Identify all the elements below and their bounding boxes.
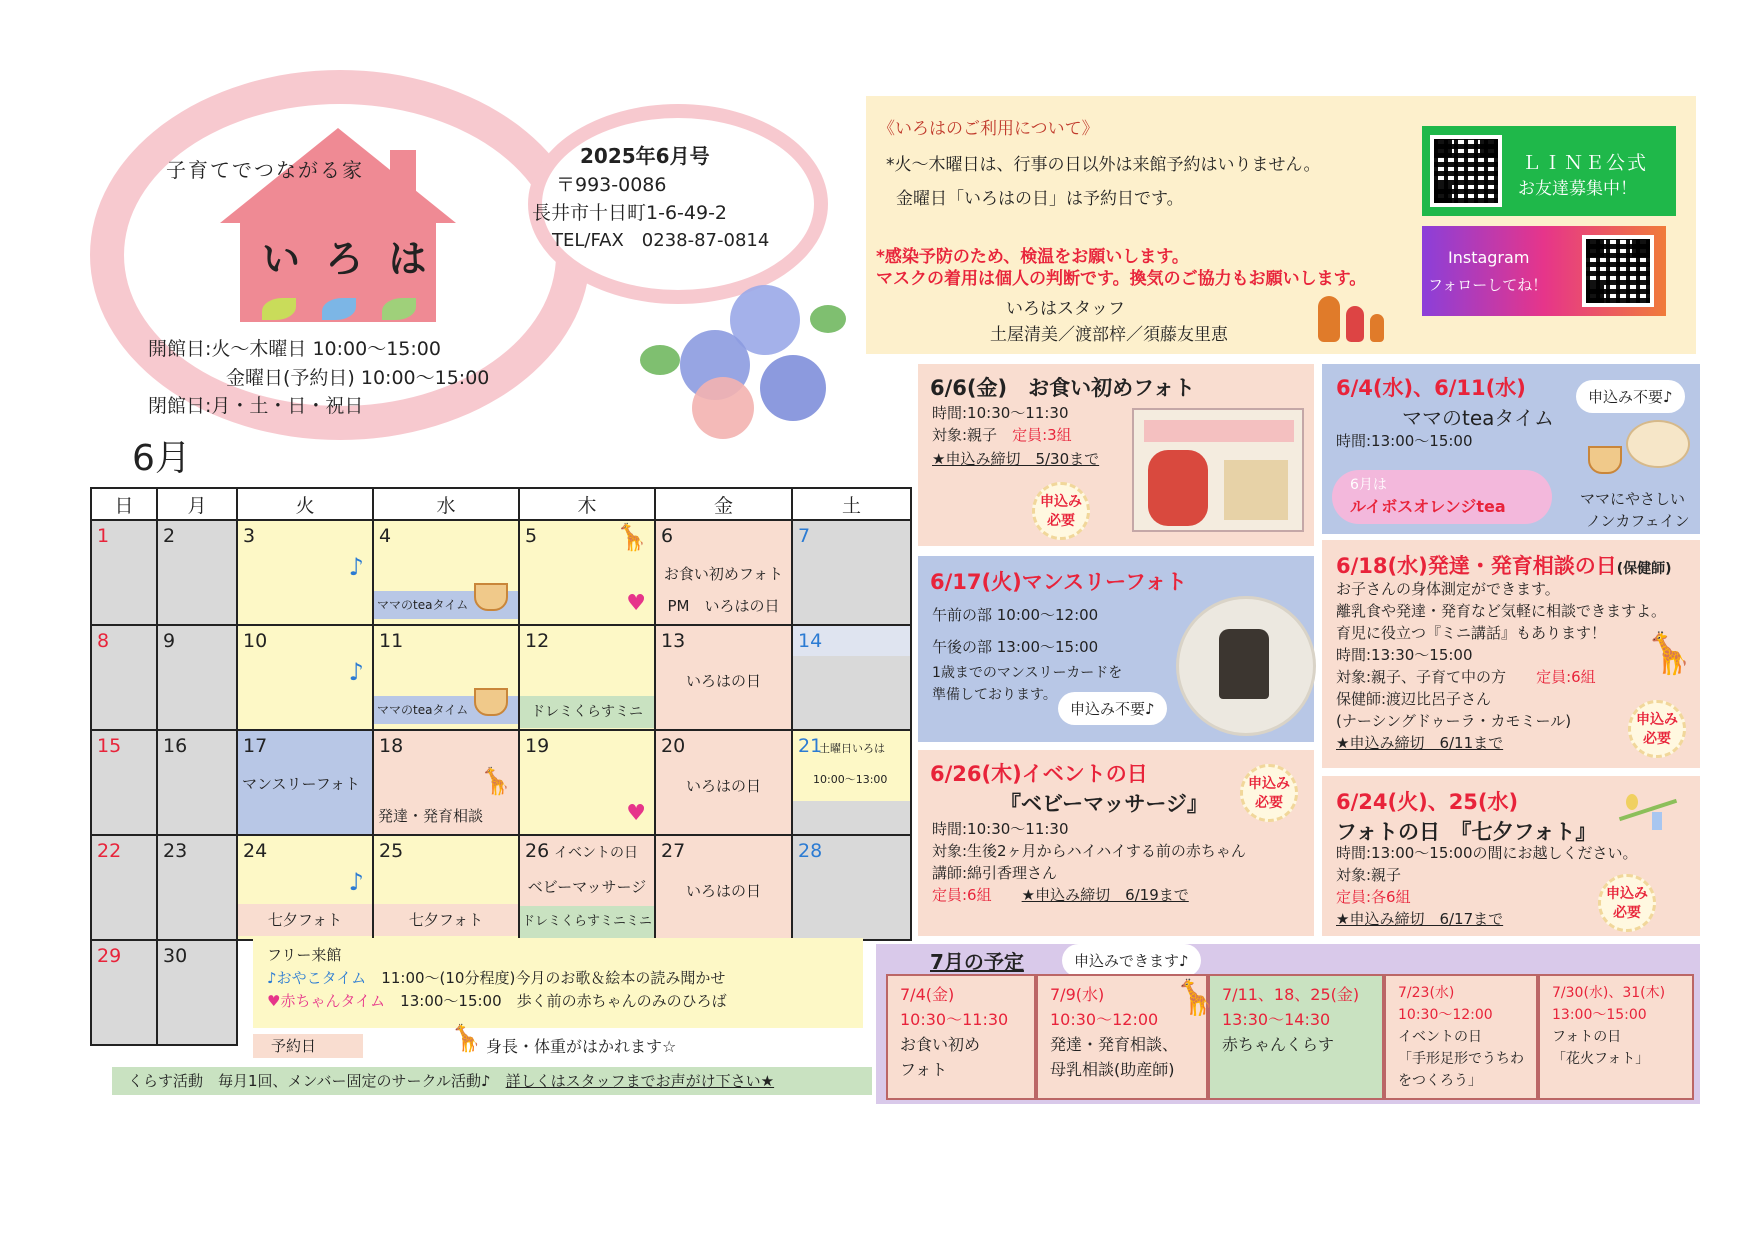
day-cell (157, 625, 237, 730)
event-mama-tea: ママのteaタイム (374, 696, 518, 724)
massage-capacity: 定員:6組 (932, 886, 992, 904)
july-item-date: 7/9(水) (1050, 985, 1105, 1004)
july-item-desc: フォト (900, 1060, 948, 1079)
july-item-desc: 「花火フォト」 (1552, 1051, 1650, 1067)
weekday-wed: 水 (373, 488, 519, 520)
weekday-header (91, 488, 911, 520)
day-cell (792, 520, 911, 625)
july-item-desc: お食い初め (900, 1035, 981, 1054)
legend-baby-title: ♥赤ちゃんタイム (267, 992, 386, 1010)
legend-oyako-desc: 11:00～(10分程度)今月のお歌＆絵本の読み聞かせ (381, 969, 726, 987)
day-number: 17 (243, 735, 268, 757)
instagram-label-1: Instagram (1448, 248, 1530, 267)
event-tanabata: 七夕フォト (238, 904, 372, 936)
july-item (1538, 974, 1694, 1100)
giraffe-icon: 🦒 (450, 1024, 483, 1054)
notice-line3: *感染予防のため、検温をお願いします。 (876, 247, 1189, 267)
tea-cloud-line2: ルイボスオレンジtea (1350, 497, 1506, 516)
tea-subtitle: ママのteaタイム (1402, 406, 1555, 430)
day-cell (519, 625, 655, 730)
instagram-qr-code[interactable] (1582, 235, 1654, 307)
tea-note-1: ママにやさしい (1580, 490, 1686, 508)
okuizome-deadline: ★申込み締切 5/30まで (932, 450, 1100, 468)
july-item-desc: 母乳相談(助産師) (1050, 1060, 1175, 1079)
july-item-time: 13:30～14:30 (1222, 1010, 1331, 1029)
address: 長井市十日町1-6-49-2 (532, 202, 728, 224)
event-pm-iroha: PM いろはの日 (667, 597, 780, 615)
teapot-icon (1626, 420, 1690, 468)
july-item-date: 7/4(金) (900, 985, 955, 1004)
event-sat-iroha: 土曜日いろは (819, 742, 885, 755)
closed-days: 閉館日:月・土・日・祝日 (148, 395, 364, 417)
tea-no-apply: 申込み不要♪ (1576, 380, 1685, 413)
day-cell (519, 835, 655, 940)
event-hattatsu: 発達・発育相談 (378, 807, 484, 825)
event-baby-massage: ベビーマッサージ (527, 878, 647, 896)
okuizome-capacity: 定員:3組 (1012, 426, 1072, 444)
legend-oyako-row (267, 967, 849, 990)
soudan-deadline: ★申込み締切 6/11まで (1336, 734, 1504, 752)
day-number: 24 (243, 840, 268, 862)
day-number: 12 (525, 630, 550, 652)
calendar-week (91, 835, 911, 940)
event-iroha-day: いろはの日 (685, 882, 761, 900)
tanabata-title: 6/24(火)、25(水) (1336, 790, 1519, 814)
staff-title: いろはスタッフ (1006, 299, 1125, 319)
monthly-title-text: 6/17(火)マンスリーフォト (930, 570, 1187, 594)
day-number: 18 (379, 735, 404, 757)
event-iroha-day: いろはの日 (685, 777, 761, 795)
day-cell (237, 625, 373, 730)
july-apply-note: 申込みできます♪ (1062, 944, 1201, 977)
legend-oyako-title: ♪おやこタイム (267, 969, 367, 987)
day-number: 16 (163, 735, 188, 757)
heart-icon: ♥ (626, 591, 646, 616)
apply-required-badge: 申込み必要 (1598, 874, 1656, 932)
weekday-mon: 月 (157, 488, 237, 520)
calendar-week (91, 520, 911, 625)
massage-teacher: 講師:綿引香理さん (932, 864, 1058, 882)
staff-names: 土屋清美／渡部梓／須藤友里恵 (990, 325, 1228, 345)
day-number: 26 (525, 840, 550, 862)
day-number: 15 (97, 735, 122, 757)
monthly-card-2: 準備しております。 (932, 687, 1057, 703)
soudan-nurse: 保健師:渡辺比呂子さん (1336, 690, 1492, 708)
day-number: 5 (525, 525, 538, 547)
massage-time: 時間:10:30～11:30 (932, 820, 1069, 838)
massage-title (930, 758, 1148, 788)
monthly-no-apply: 申込み不要♪ (1058, 692, 1167, 725)
teacup-icon (474, 688, 508, 716)
tea-time: 時間:13:00～15:00 (1336, 432, 1473, 450)
tagline: 子育てでつながる家 (166, 158, 364, 182)
line-qr-box[interactable] (1422, 126, 1676, 216)
day-cell (655, 835, 792, 940)
monthly-morning: 午前の部 10:00～12:00 (932, 606, 1099, 624)
giraffe-icon: 🦒 (615, 523, 648, 553)
day-number: 11 (379, 630, 404, 652)
day-cell (792, 835, 911, 940)
day-number: 29 (97, 945, 122, 967)
weekday-thu: 木 (519, 488, 655, 520)
soudan-target (1336, 666, 1596, 688)
monthly-afternoon: 午後の部 13:00～15:00 (932, 638, 1099, 656)
month-label: 6月 (132, 438, 191, 479)
giraffe-icon: 🦒 (1174, 978, 1217, 1018)
massage-deadline: ★申込み締切 6/19まで (1021, 886, 1189, 904)
july-item (886, 974, 1036, 1100)
apply-required-badge: 申込み必要 (1032, 482, 1090, 540)
day-number: 1 (97, 525, 110, 547)
apply-required-badge: 申込み必要 (1628, 700, 1686, 758)
day-number: 22 (97, 840, 122, 862)
day-cell (157, 730, 237, 835)
massage-title-text: 6/26(木)イベントの日 (930, 762, 1148, 786)
event-doremi: ドレミくらすミニ (520, 696, 654, 728)
tanabata-time: 時間:13:00～15:00の間にお越しください。 (1336, 844, 1638, 862)
soudan-title-note: (保健師) (1616, 561, 1672, 577)
massage-subtitle: 『ベビーマッサージ』 (1000, 792, 1208, 816)
day-cell (237, 835, 373, 940)
notice-line4: マスクの着用は個人の判断です。換気のご協力もお願いします。 (876, 269, 1367, 289)
day-number: 9 (163, 630, 176, 652)
music-note-icon: ♪ (348, 868, 364, 896)
monthly-card-1: 1歳までのマンスリーカードを (932, 665, 1123, 681)
day-cell (655, 625, 792, 730)
monthly-title (930, 566, 1187, 596)
soudan-target-text: 対象:親子、子育て中の方 (1336, 668, 1507, 686)
tea-cloud (1332, 470, 1552, 524)
july-item-time: 13:00～15:00 (1552, 1007, 1647, 1023)
apply-required-badge: 申込み必要 (1240, 764, 1298, 822)
okuizome-photo (1132, 408, 1304, 532)
day-cell (91, 520, 157, 625)
day-number: 4 (379, 525, 392, 547)
postal-code: 〒993-0086 (556, 174, 667, 196)
phone: TEL/FAX 0238-87-0814 (552, 230, 770, 251)
day-cell (237, 520, 373, 625)
matryoshka-icon (1318, 296, 1398, 346)
legend-free-visit: フリー来館 (267, 946, 342, 964)
notice-line1: *火～木曜日は、行事の日以外は来館予約はいりません。 (886, 155, 1321, 175)
july-item-desc: 赤ちゃんくらす (1222, 1035, 1335, 1054)
notice-title: 《いろはのご利用について》 (878, 119, 1099, 139)
day-number: 6 (661, 525, 674, 547)
july-item-date: 7/30(水)、31(木) (1552, 985, 1666, 1001)
day-number: 13 (661, 630, 686, 652)
july-item-time: 10:30～11:30 (900, 1010, 1009, 1029)
legend-baby-desc: 13:00～15:00 歩く前の赤ちゃんのみのひろば (400, 992, 727, 1010)
open-days: 開館日:火～木曜日 10:00～15:00 (148, 338, 441, 360)
heart-icon: ♥ (626, 801, 646, 826)
day-cell (655, 730, 792, 835)
july-item (1384, 974, 1538, 1100)
event-iroha-day: いろはの日 (685, 672, 761, 690)
day-number: 8 (97, 630, 110, 652)
soudan-time: 時間:13:30～15:00 (1336, 646, 1473, 664)
july-item-desc: イベントの日 (1398, 1029, 1482, 1045)
event-sat-time: 10:00～13:00 (813, 773, 888, 786)
music-note-icon: ♪ (348, 658, 364, 686)
event-mama-tea: ママのteaタイム (374, 591, 518, 619)
day-cell (91, 625, 157, 730)
bamboo-icon (1612, 786, 1682, 836)
july-item (1208, 974, 1384, 1100)
okuizome-target (932, 424, 1072, 446)
day-cell (792, 730, 911, 835)
line-qr-code[interactable] (1430, 135, 1502, 207)
event-monthly-photo: マンスリーフォト (242, 775, 361, 793)
day-number: 30 (163, 945, 188, 967)
day-cell (655, 520, 792, 625)
weekday-sat: 土 (792, 488, 911, 520)
tea-note-2: ノンカフェイン (1586, 512, 1690, 530)
logo-text: い ろ は (262, 237, 433, 281)
day-cell (91, 730, 157, 835)
weekday-tue: 火 (237, 488, 373, 520)
july-item-time: 10:30～12:00 (1050, 1010, 1159, 1029)
day-cell (91, 940, 157, 1045)
giraffe-icon: 🦒 (479, 767, 512, 797)
soudan-line2: 離乳食や発達・発育など気軽に相談できますよ。 (1336, 602, 1667, 620)
soudan-line1: お子さんの身体測定ができます。 (1336, 580, 1560, 598)
instagram-label-2: フォローしてね！ (1428, 276, 1548, 294)
legend-reservation-swatch: 予約日 (253, 1034, 363, 1058)
day-cell (373, 835, 519, 940)
july-item-desc: 「手形足形でうちわをつくろう」 (1398, 1051, 1524, 1089)
music-note-icon: ♪ (348, 553, 364, 581)
day-cell (373, 730, 519, 835)
day-cell (519, 730, 655, 835)
event-okuizome: お食い初めフォト (663, 565, 784, 583)
calendar-week (91, 625, 911, 730)
day-cell (237, 730, 373, 835)
day-number: 23 (163, 840, 188, 862)
teacup-icon (1588, 446, 1622, 474)
july-item-desc: フォトの日 (1552, 1029, 1622, 1045)
okuizome-title: 6/6(金) お食い初めフォト (930, 376, 1196, 400)
event-event-day: イベントの日 (554, 845, 638, 861)
issue-label: 2025年6月号 (580, 144, 710, 168)
day-number: 2 (163, 525, 176, 547)
day-number: 20 (661, 735, 686, 757)
tea-title: 6/4(水)、6/11(水) (1336, 376, 1526, 400)
day-number: 28 (798, 840, 823, 862)
giraffe-icon: 🦒 (1644, 631, 1694, 677)
tanabata-subtitle: フォトの日 『七夕フォト』 (1336, 820, 1597, 844)
july-title: 7月の予定 (930, 950, 1024, 974)
legend-measure: 身長・体重がはかれます☆ (486, 1037, 677, 1056)
tanabata-capacity: 定員:各6組 (1336, 888, 1411, 906)
event-tanabata: 七夕フォト (374, 904, 518, 936)
circle-activity-more: 詳しくはスタッフまでお声がけ下さい★ (505, 1072, 775, 1090)
soudan-org: (ナーシングドゥーラ・カモミール) (1336, 712, 1572, 730)
july-item-date: 7/11、18、25(金) (1222, 985, 1360, 1004)
day-cell (157, 520, 237, 625)
circle-activity-bar (112, 1067, 872, 1095)
day-number: 25 (379, 840, 404, 862)
circle-activity-text: くらす活動 毎月1回、メンバー固定のサークル活動♪ (128, 1072, 491, 1090)
tanabata-deadline: ★申込み締切 6/17まで (1336, 910, 1504, 928)
tanabata-target: 対象:親子 (1336, 866, 1402, 884)
july-item-time: 10:30～12:00 (1398, 1007, 1493, 1023)
massage-footer (932, 884, 1189, 906)
soudan-title (1336, 550, 1672, 580)
event-doremi-mini: ドレミくらすミニミニ (520, 906, 654, 938)
legend-baby-row (267, 990, 849, 1013)
calendar-week (91, 730, 911, 835)
day-cell (373, 625, 519, 730)
open-friday: 金曜日(予約日) 10:00～15:00 (226, 367, 490, 389)
soudan-capacity: 定員:6組 (1536, 668, 1596, 686)
day-cell (373, 520, 519, 625)
soudan-line3: 育児に役立つ『ミニ講話』もあります！ (1336, 624, 1607, 642)
day-number: 7 (798, 525, 811, 547)
day-number: 14 (798, 630, 823, 652)
day-number: 19 (525, 735, 550, 757)
day-cell (792, 625, 911, 730)
line-label-2: お友達募集中！ (1518, 179, 1637, 199)
okuizome-target-text: 対象:親子 (932, 426, 998, 444)
notice-line2: 金曜日「いろはの日」は予約日です。 (896, 189, 1184, 209)
day-number: 10 (243, 630, 268, 652)
massage-target: 対象:生後2ヶ月からハイハイする前の赤ちゃん (932, 842, 1246, 860)
soudan-title-text: 6/18(水)発達・発育相談の日 (1336, 554, 1617, 578)
july-item-desc: 発達・発育相談、 (1050, 1035, 1179, 1054)
weekday-sun: 日 (91, 488, 157, 520)
day-number: 3 (243, 525, 256, 547)
okuizome-time: 時間:10:30～11:30 (932, 404, 1069, 422)
weekday-fri: 金 (655, 488, 792, 520)
july-item-date: 7/23(水) (1398, 985, 1455, 1001)
legend-box (253, 938, 863, 1028)
day-cell (157, 835, 237, 940)
line-label-1: ＬＩＮＥ公式 (1522, 152, 1649, 174)
instagram-qr-box[interactable] (1422, 226, 1666, 316)
day-cell (91, 835, 157, 940)
day-number: 27 (661, 840, 686, 862)
hydrangea-illustration (640, 285, 850, 445)
day-cell (519, 520, 655, 625)
monthly-photo (1176, 596, 1316, 736)
day-cell (157, 940, 237, 1045)
teacup-icon (474, 583, 508, 611)
tea-cloud-line1: 6月は (1350, 477, 1387, 493)
day-number: 21 (798, 735, 823, 757)
